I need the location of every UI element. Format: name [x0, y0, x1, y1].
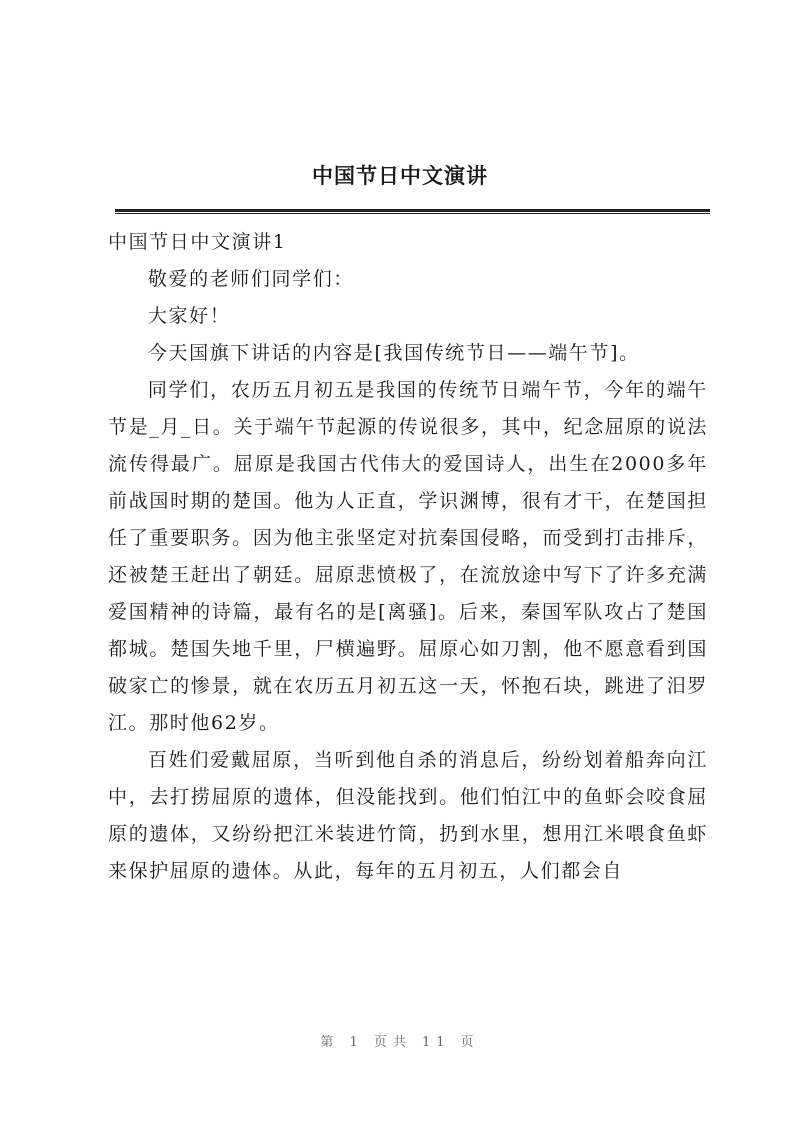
section-heading: 中国节日中文演讲1: [108, 231, 287, 253]
greeting: 大家好！: [147, 305, 231, 327]
title-divider: [115, 209, 710, 214]
salutation: 敬爱的老师们同学们：: [147, 268, 354, 290]
document-body: [108, 224, 708, 890]
paragraph: 同学们，农历五月初五是我国的传统节日端午节，今年的端午节是_月_日。关于端午节起源的传说很多，其中，纪念屈原的说法流传得最广。屈原是我国古代伟大的爱国诗人，出生在2000多年前战国时期的楚国。他为人正直，学识渊博，很有才干，在楚国担任了重要职务。因为他主张坚定对抗秦国侵略，而受到打击排斥，还被楚王赶出了朝廷。屈原悲愤极了，在流放途中写下了许多充满爱国精神的诗篇，最有名的是[离骚]。后来，秦国军队攻占了楚国都城。楚国失地千里，尸横遍野。屈原心如刀割，他不愿意看到国破家亡的惨景，就在农历五月初五这一天，怀抱石块，跳进了汨罗江。那时他62岁。: [108, 379, 708, 734]
document-title: 中国节日中文演讲: [312, 163, 488, 188]
paragraph: 今天国旗下讲话的内容是[我国传统节日——端午节]。: [147, 342, 640, 364]
page-footer: 第 1 页共 11 页: [320, 1035, 480, 1050]
paragraph: 百姓们爱戴屈原，当听到他自杀的消息后，纷纷划着船奔向江中，去打捞屈原的遗体，但没能找到。他们怕江中的鱼虾会咬食屈原的遗体，又纷纷把江米装进竹筒，扔到水里，想用江米喂食鱼虾来保护屈原的遗体。从此，每年的五月初五，人们都会自: [108, 749, 708, 882]
